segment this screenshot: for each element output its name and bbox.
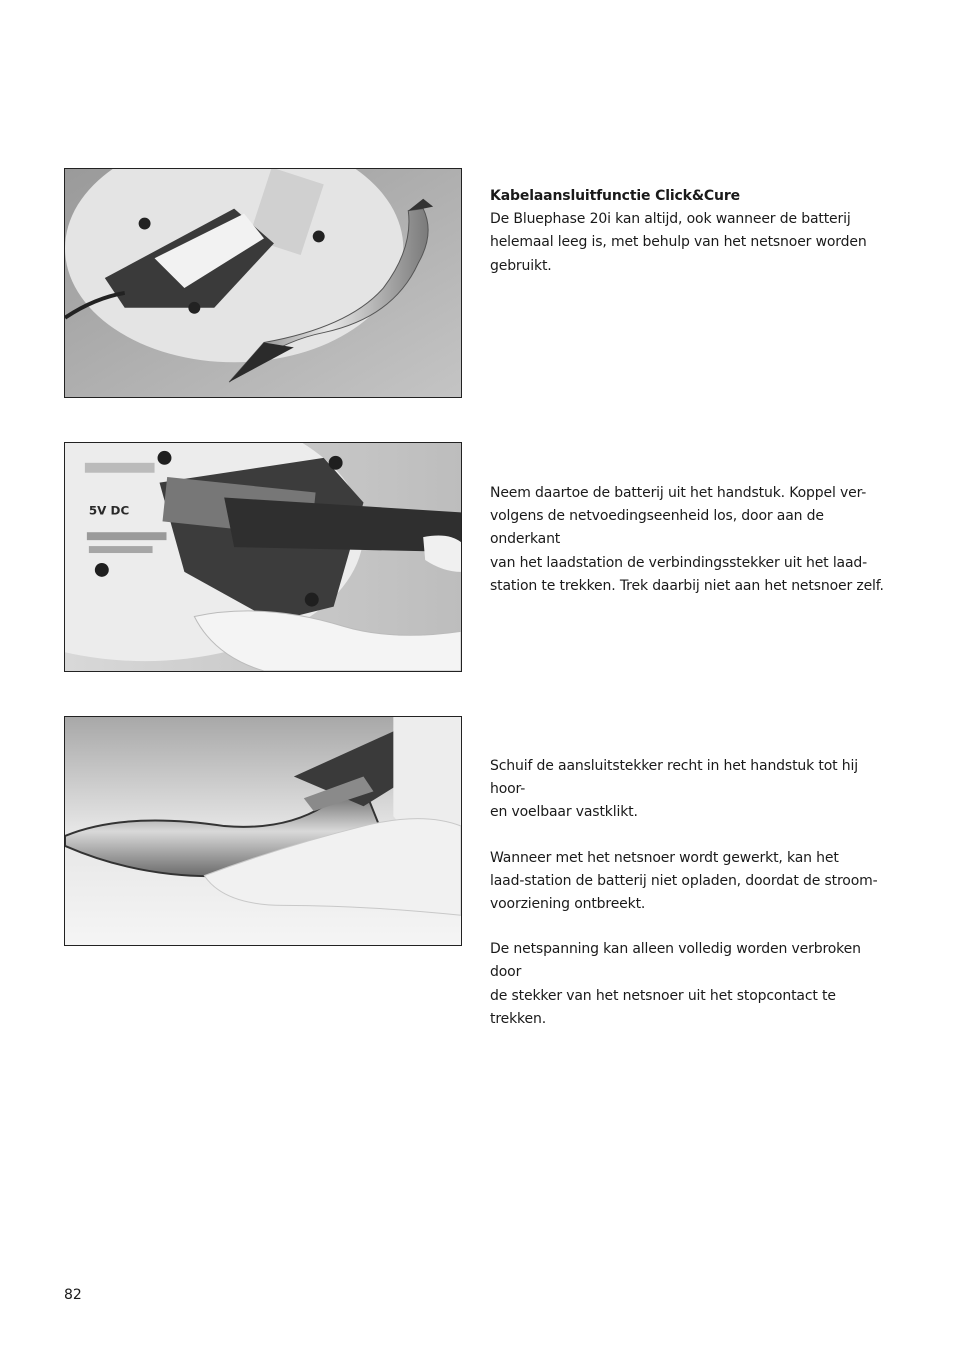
body-line: en voelbaar vastklikt. [490, 804, 638, 821]
body-line: voorziening ontbreekt. [490, 896, 646, 913]
photo-insert-connector [64, 716, 462, 946]
body-line: helemaal leeg is, met behulp van het netsnoer worden [490, 234, 867, 251]
photo-unplug-connector [64, 442, 462, 672]
body-line: van het laadstation de verbindingsstekker uit het laad- [490, 554, 868, 571]
body-line: Schuif de aansluitstekker recht in het handstuk tot hij hoor- [490, 758, 858, 798]
body-line: De Bluephase 20i kan altijd, ook wanneer de batterij [490, 211, 851, 228]
body-line: de stekker van het netsnoer uit het stopcontact te trekken. [490, 987, 836, 1027]
section-insert-connector [490, 755, 890, 1031]
label-5v-dc: 5V DC [88, 503, 130, 518]
body-line: De netspanning kan alleen volledig worden verbroken door [490, 941, 861, 981]
section-heading: Kabelaansluitfunctie Click&Cure [490, 188, 740, 204]
section-remove-battery [490, 482, 890, 598]
body-line: gebruikt. [490, 257, 552, 274]
body-line: Neem daartoe de batterij uit het handstuk. Koppel ver- [490, 485, 867, 501]
body-line: Wanneer met het netsnoer wordt gewerkt, kan het [490, 849, 839, 866]
section-cable-connection [490, 185, 890, 278]
page-number: 82 [64, 1287, 82, 1303]
body-line: station te trekken. Trek daarbij niet aan het netsnoer zelf. [490, 577, 884, 594]
body-line: volgens de netvoedingseenheid los, door aan de onderkant [490, 508, 824, 548]
body-line: laad-station de batterij niet opladen, doordat de stroom- [490, 872, 878, 889]
photo-handpiece-charging-base [64, 168, 462, 398]
